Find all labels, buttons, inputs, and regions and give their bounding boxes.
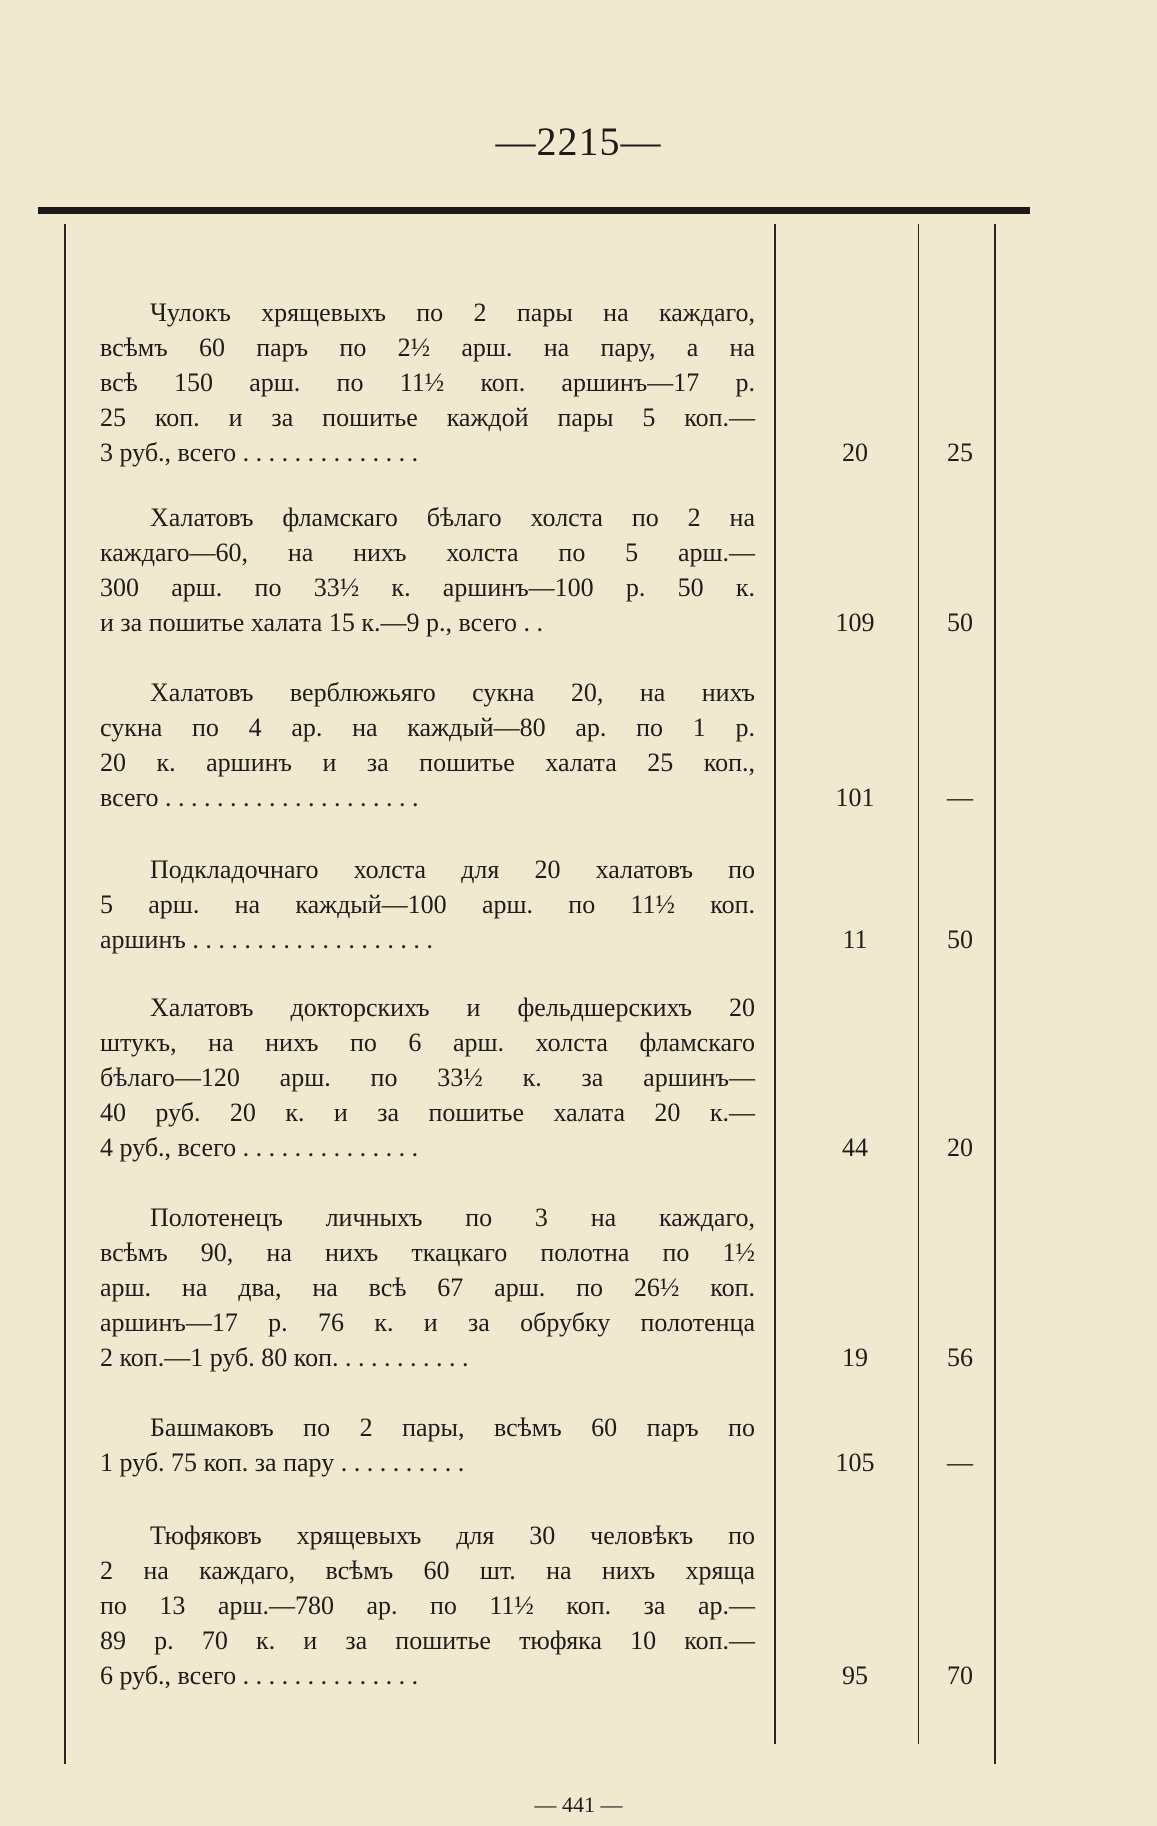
ledger-entry-doctor-robes (100, 990, 755, 1165)
kopecks-amount: 50 (947, 608, 973, 637)
ledger-entry-flemish-robes (100, 500, 755, 640)
rubles-amount: 101 (835, 783, 875, 812)
kopecks-amount: 20 (947, 1133, 973, 1162)
rubles-amount: 109 (835, 608, 875, 637)
entry-line: всѣмъ 60 паръ по 2½ арш. на пару, а на (100, 333, 755, 362)
entry-line: Халатовъ верблюжьяго сукна 20, на нихъ (150, 678, 755, 707)
ledger-entry-lining (100, 852, 755, 957)
entry-line: арш. на два, на всѣ 67 арш. по 26½ коп. (100, 1273, 755, 1302)
entry-line: Башмаковъ по 2 пары, всѣмъ 60 паръ по (150, 1413, 755, 1442)
kopecks-column-divider (918, 224, 919, 1744)
entry-line: 20 к. аршинъ и за пошитье халата 25 коп., (100, 748, 755, 777)
entry-line: 2 на каждаго, всѣмъ 60 шт. на нихъ хряща (100, 1556, 755, 1585)
entry-line: Тюфяковъ хрящевыхъ для 30 человѣкъ по (150, 1521, 755, 1550)
top-rule (38, 207, 1030, 214)
footer-page-number: — 441 — (534, 1792, 623, 1817)
ledger-left-border (64, 224, 66, 1764)
rubles-amount: 44 (842, 1133, 868, 1162)
entry-line: по 13 арш.—780 ар. по 11½ коп. за ар.— (100, 1591, 755, 1620)
ledger-entry-stockings (100, 295, 755, 470)
entry-line: 300 арш. по 33½ к. аршинъ—100 р. 50 к. (100, 573, 755, 602)
entry-line: 1 руб. 75 коп. за пару . . . . . . . . . . (100, 1448, 465, 1477)
ledger-entry-mattresses (100, 1518, 755, 1693)
entry-line: Чулокъ хрящевыхъ по 2 пары на каждаго, (150, 298, 755, 327)
ledger-entry-shoes (100, 1410, 755, 1480)
rubles-amount: 19 (842, 1343, 868, 1372)
rubles-amount: 95 (842, 1661, 868, 1690)
entry-line: 5 арш. на каждый—100 арш. по 11½ коп. (100, 890, 755, 919)
ledger-entry-camel-robes (100, 675, 755, 815)
kopecks-amount: 25 (947, 438, 973, 467)
kopecks-amount: — (947, 783, 973, 812)
entry-line: 40 руб. 20 к. и за пошитье халата 20 к.— (100, 1098, 755, 1127)
kopecks-amount: — (947, 1448, 973, 1477)
entry-line: всего . . . . . . . . . . . . . . . . . . . . (100, 783, 419, 812)
entry-line: сукна по 4 ар. на каждый—80 ар. по 1 р. (100, 713, 755, 742)
entry-line: 89 р. 70 к. и за пошитье тюфяка 10 коп.— (100, 1626, 755, 1655)
entry-line: Полотенецъ личныхъ по 3 на каждаго, (150, 1203, 755, 1232)
ledger-entry-towels (100, 1200, 755, 1375)
entry-line: аршинъ . . . . . . . . . . . . . . . . . . . (100, 925, 433, 954)
entry-line: Подкладочнаго холста для 20 халатовъ по (150, 855, 755, 884)
entry-line: всѣ 150 арш. по 11½ коп. аршинъ—17 р. (100, 368, 755, 397)
entry-line: 25 коп. и за пошитье каждой пары 5 коп.— (100, 403, 755, 432)
entry-line: всѣмъ 90, на нихъ ткацкаго полотна по 1½ (100, 1238, 755, 1267)
entry-line: Халатовъ фламскаго бѣлаго холста по 2 на (150, 503, 755, 532)
entry-line: каждаго—60, на нихъ холста по 5 арш.— (100, 538, 755, 567)
page-number: —2215— (495, 119, 662, 164)
rubles-amount: 105 (835, 1448, 875, 1477)
entry-line: и за пошитье халата 15 к.—9 р., всего . . (100, 608, 543, 637)
entry-line: бѣлаго—120 арш. по 33½ к. за аршинъ— (100, 1063, 755, 1092)
rubles-column-divider (774, 224, 776, 1744)
entry-line: 2 коп.—1 руб. 80 коп. . . . . . . . . . . (100, 1343, 469, 1372)
entry-line: Халатовъ докторскихъ и фельдшерскихъ 20 (150, 993, 755, 1022)
rubles-amount: 11 (842, 925, 868, 954)
entry-line: штукъ, на нихъ по 6 арш. холста фламскаго (100, 1028, 755, 1057)
entry-line: 6 руб., всего . . . . . . . . . . . . . . (100, 1661, 419, 1690)
entry-line: 4 руб., всего . . . . . . . . . . . . . . (100, 1133, 419, 1162)
kopecks-amount: 70 (947, 1661, 973, 1690)
kopecks-amount: 56 (947, 1343, 973, 1372)
rubles-amount: 20 (842, 438, 868, 467)
kopecks-amount: 50 (947, 925, 973, 954)
entry-line: 3 руб., всего . . . . . . . . . . . . . . (100, 438, 419, 467)
entry-line: аршинъ—17 р. 76 к. и за обрубку полотенца (100, 1308, 755, 1337)
